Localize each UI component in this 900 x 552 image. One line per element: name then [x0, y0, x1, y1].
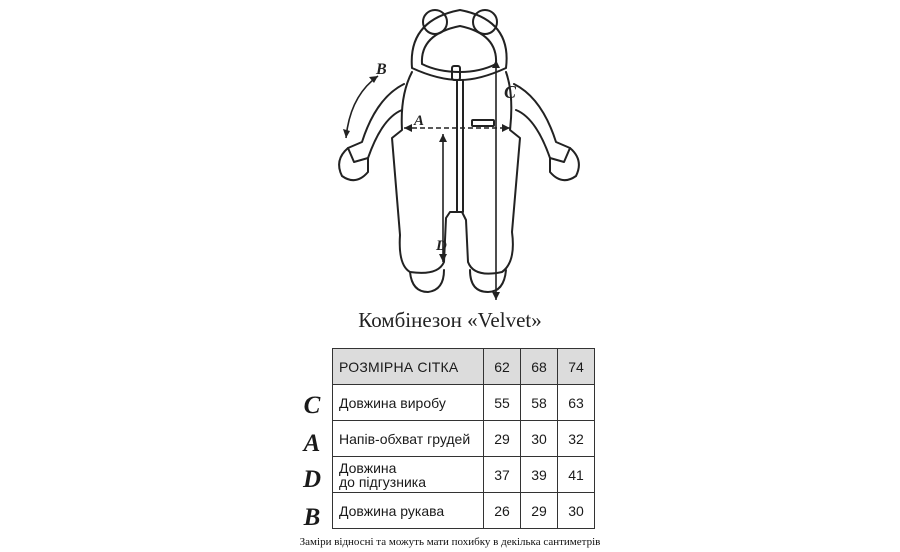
- row-value: 32: [558, 421, 595, 457]
- row-label: Напів-обхват грудей: [333, 421, 484, 457]
- size-header-62: 62: [484, 349, 521, 385]
- row-marker-d: D: [302, 466, 322, 493]
- zipper-pull: [452, 66, 460, 80]
- label-c: C: [504, 82, 517, 102]
- row-value: 26: [484, 493, 521, 529]
- row-value: 55: [484, 385, 521, 421]
- row-value: 29: [521, 493, 558, 529]
- jumpsuit-diagram: [320, 0, 580, 305]
- size-header-74: 74: [558, 349, 595, 385]
- row-marker-a: A: [303, 430, 321, 457]
- table-header-label: РОЗМІРНА СІТКА: [333, 349, 484, 385]
- sleeve-left: [348, 84, 404, 162]
- row-value: 30: [521, 421, 558, 457]
- row-value: 30: [558, 493, 595, 529]
- row-label: Довжина виробу: [333, 385, 484, 421]
- label-d: D: [436, 238, 447, 254]
- arrow-b: [346, 76, 378, 138]
- size-header-68: 68: [521, 349, 558, 385]
- label-b: B: [376, 61, 387, 78]
- size-chart-table: [332, 348, 595, 529]
- measurement-footnote: Заміри відносні та можуть мати похибку в декілька сантиметрів: [299, 536, 601, 548]
- sleeve-right: [514, 84, 570, 162]
- chest-label: [472, 120, 494, 126]
- table-row: [333, 421, 595, 457]
- table-row: [333, 493, 595, 529]
- product-title: Комбінезон «Velvet»: [358, 308, 542, 332]
- row-value: 41: [558, 457, 595, 493]
- table-header-row: [333, 349, 595, 385]
- row-marker-c: C: [303, 392, 321, 419]
- table-row: [333, 457, 595, 493]
- mitten-right: [550, 148, 579, 180]
- row-value: 58: [521, 385, 558, 421]
- row-value: 63: [558, 385, 595, 421]
- mitten-left: [339, 148, 368, 180]
- label-a: A: [414, 113, 425, 129]
- row-label: Довжина рукава: [333, 493, 484, 529]
- row-label: Довжина до підгузника: [333, 457, 484, 493]
- table-row: [333, 385, 595, 421]
- row-marker-b: B: [303, 504, 321, 531]
- row-value: 39: [521, 457, 558, 493]
- row-value: 37: [484, 457, 521, 493]
- row-value: 29: [484, 421, 521, 457]
